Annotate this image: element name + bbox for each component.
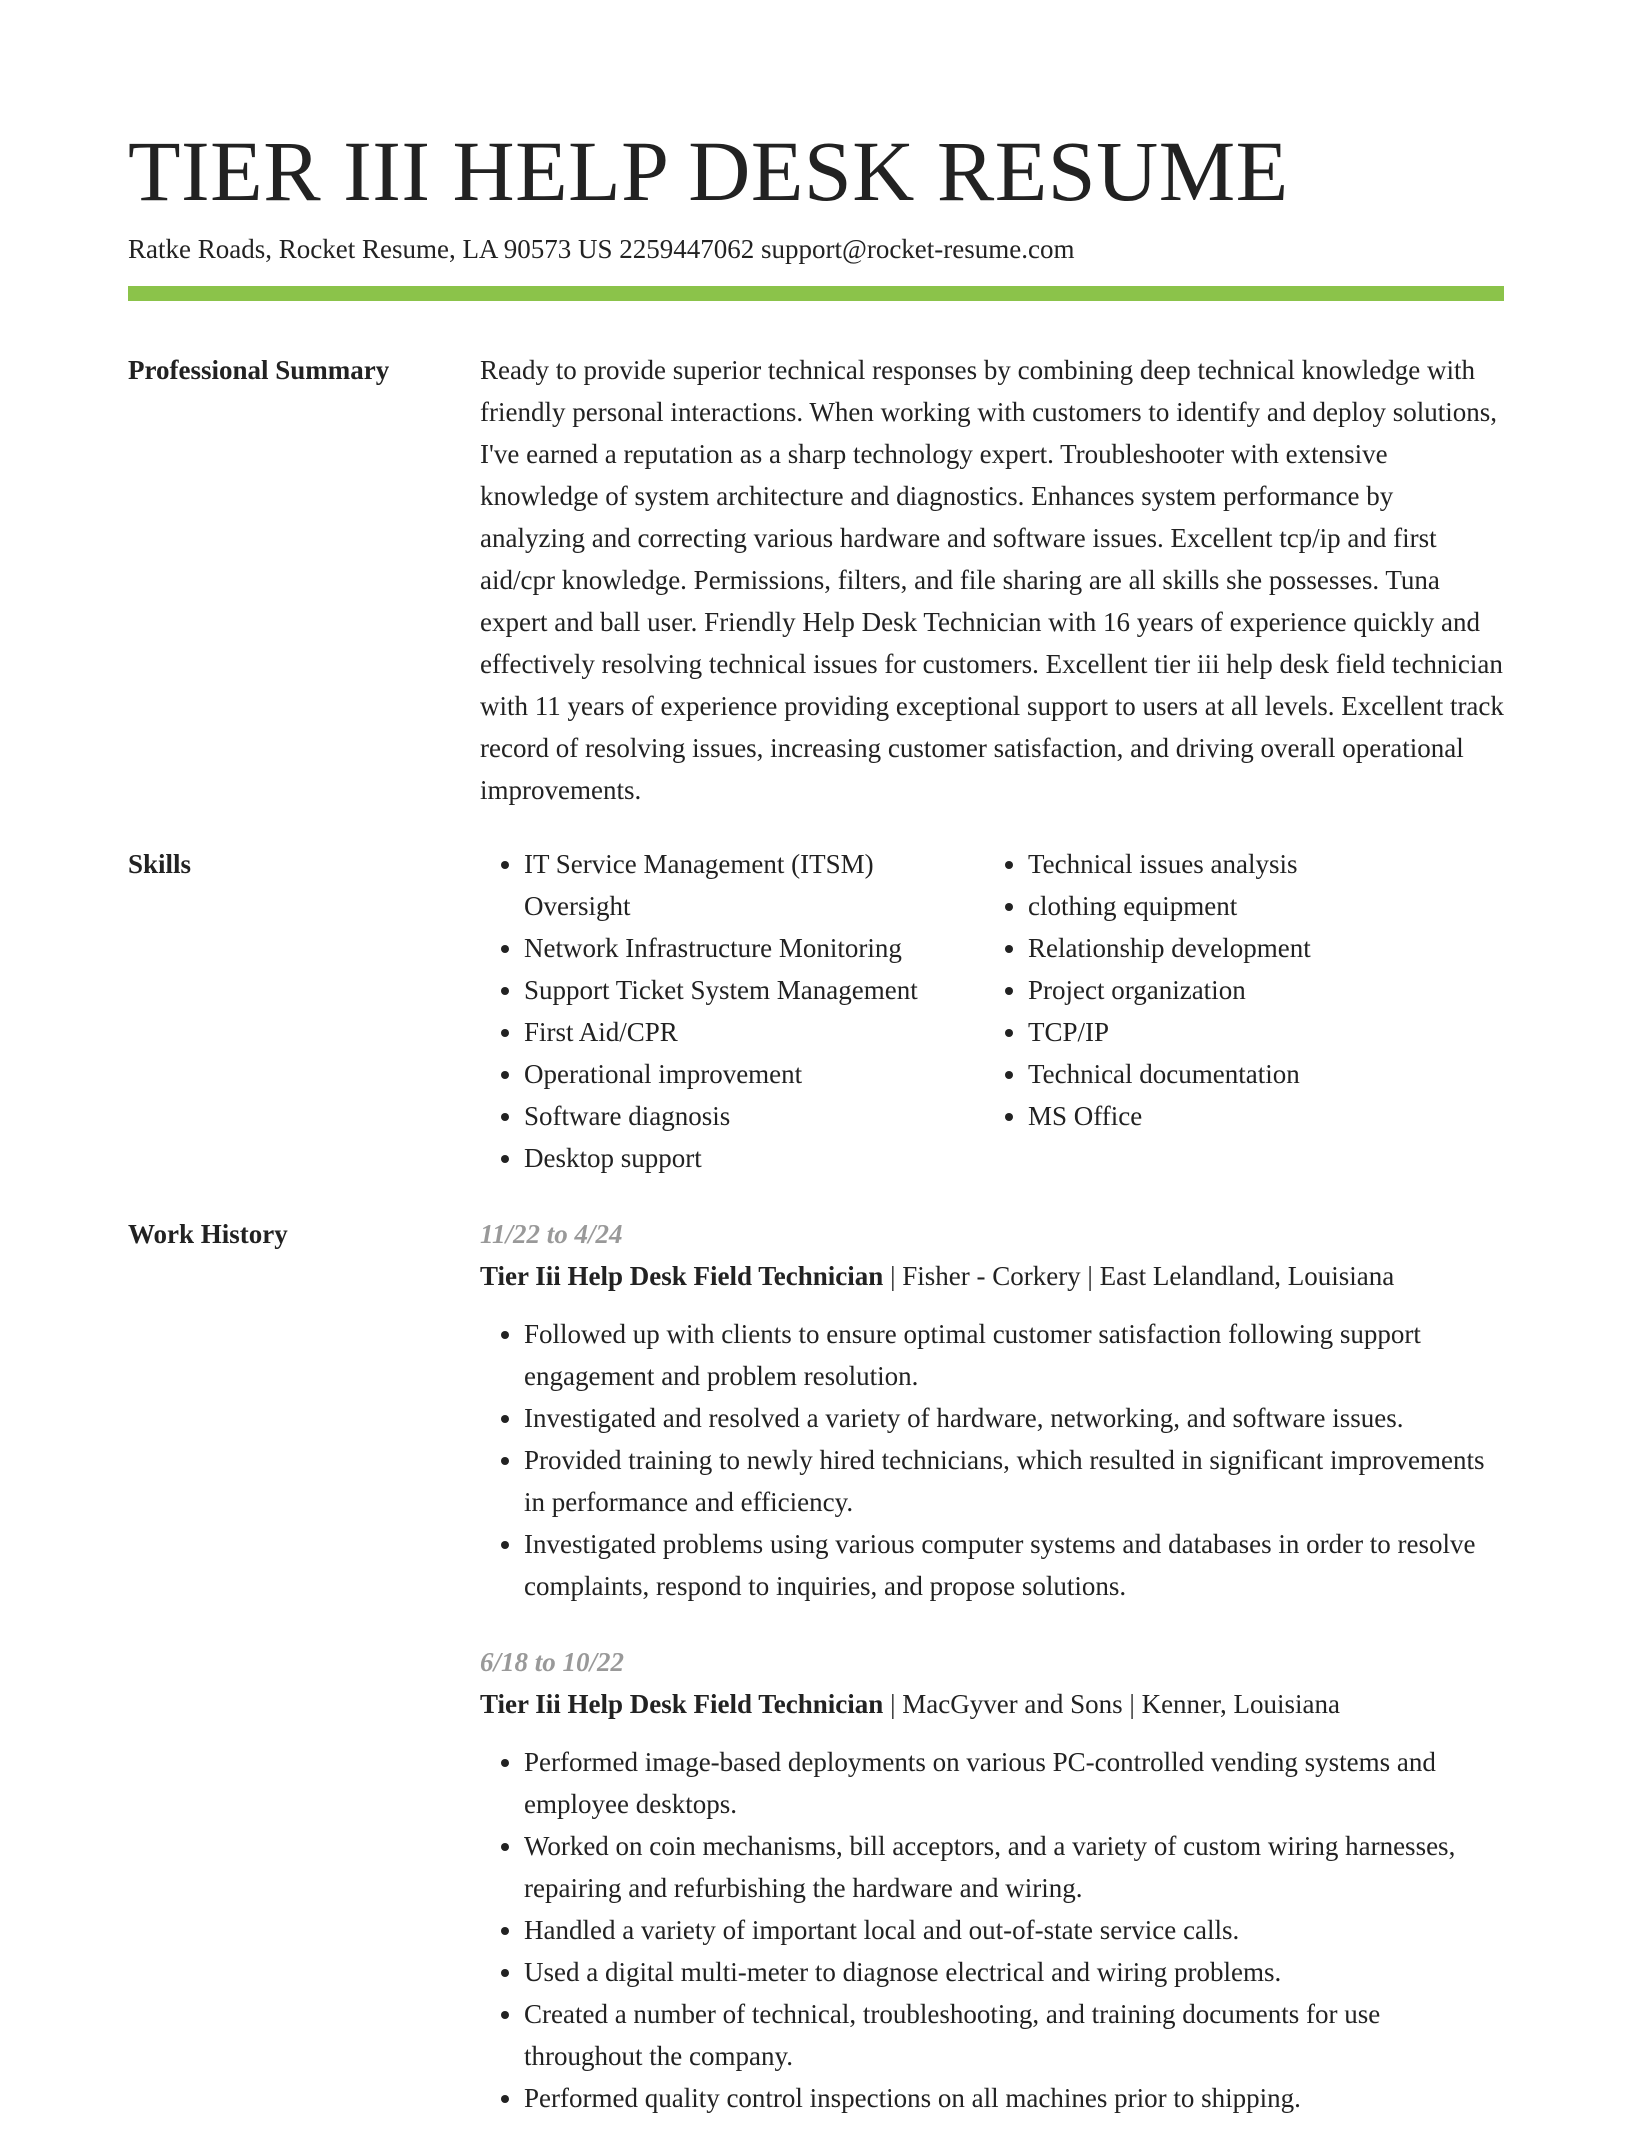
skill-item: • Technical issues analysis	[1028, 843, 1488, 885]
job-title: Tier Iii Help Desk Field Technician	[480, 1689, 884, 1719]
skills-list-right	[984, 843, 1488, 1179]
job-bullet-list	[480, 1741, 1504, 2119]
skill-item: • Support Ticket System Management	[524, 969, 984, 1011]
job-bullet: • Performed image-based deployments on various PC-controlled vending systems and employee desktops.	[524, 1741, 1504, 1825]
header-accent-divider	[128, 286, 1504, 301]
job-bullet: • Investigated problems using various computer systems and databases in order to resolve complaints, respond to inquiries, and propose solutions.	[524, 1523, 1504, 1607]
job-bullet: • Created a number of technical, troubleshooting, and training documents for use throughout the company.	[524, 1993, 1504, 2077]
job-bullet: • Investigated and resolved a variety of hardware, networking, and software issues.	[524, 1397, 1504, 1439]
work-history-label: Work History	[128, 1219, 288, 1249]
skill-item: • TCP/IP	[1028, 1011, 1488, 1053]
job-bullet-list	[480, 1313, 1504, 1607]
work-history-body	[480, 1213, 1504, 2153]
summary-text: Ready to provide superior technical responses by combining deep technical knowledge with friendly personal interactions. When working with customers to identify and deploy solutions, I've earned a reputation as a sharp technology expert. Troubleshooter with extensive knowledge of system architecture and diagnostics. Enhances system performance by analyzing and correcting various hardware and software issues. Excellent tcp/ip and first aid/cpr knowledge. Permissions, filters, and file sharing are all skills she possesses. Tuna expert and ball user. Friendly Help Desk Technician with 16 years of experience quickly and effectively resolving technical issues for customers. Excellent tier iii help desk field technician with 11 years of experience providing exceptional support to users at all levels. Excellent track record of resolving issues, increasing customer satisfaction, and driving overall operational improvements.	[480, 355, 1504, 805]
job-bullet: • Provided training to newly hired technicians, which resulted in significant improvements in performance and efficiency.	[524, 1439, 1504, 1523]
skill-item: • Network Infrastructure Monitoring	[524, 927, 984, 969]
skill-item: • Project organization	[1028, 969, 1488, 1011]
skills-list-left	[480, 843, 984, 1179]
skills-body	[480, 843, 1504, 1179]
job-dates: 6/18 to 10/22	[480, 1647, 625, 1677]
job-bullet: • Worked on coin mechanisms, bill acceptors, and a variety of custom wiring harnesses, repairing and refurbishing the hardware and wiring.	[524, 1825, 1504, 1909]
summary-body	[480, 349, 1504, 811]
job-entry	[480, 1213, 1504, 1607]
job-employer-location: | Fisher - Corkery | East Lelandland, Louisiana	[883, 1261, 1395, 1291]
skill-item: • Technical documentation	[1028, 1053, 1488, 1095]
job-heading	[480, 1683, 1504, 1725]
skills-label: Skills	[128, 849, 192, 879]
skill-item: • Operational improvement	[524, 1053, 984, 1095]
skill-item: • clothing equipment	[1028, 885, 1488, 927]
contact-line: Ratke Roads, Rocket Resume, LA 90573 US 2259447062 support@rocket-resume.com	[128, 234, 1075, 264]
job-title: Tier Iii Help Desk Field Technician	[480, 1261, 884, 1291]
skill-item: • Software diagnosis	[524, 1095, 984, 1137]
skill-item: • Desktop support	[524, 1137, 984, 1179]
job-employer-location: | MacGyver and Sons | Kenner, Louisiana	[883, 1689, 1340, 1719]
job-heading	[480, 1255, 1504, 1297]
summary-label: Professional Summary	[128, 355, 390, 385]
skill-item: • Relationship development	[1028, 927, 1488, 969]
skill-item: • IT Service Management (ITSM) Oversight	[524, 843, 984, 927]
job-bullet: • Performed quality control inspections on all machines prior to shipping.	[524, 2077, 1504, 2119]
job-bullet: • Handled a variety of important local and out-of-state service calls.	[524, 1909, 1504, 1951]
resume-title: TIER III HELP DESK RESUME	[128, 123, 1289, 219]
job-bullet: • Followed up with clients to ensure optimal customer satisfaction following support engagement and problem resolution.	[524, 1313, 1504, 1397]
skill-item: • MS Office	[1028, 1095, 1488, 1137]
job-dates: 11/22 to 4/24	[480, 1219, 623, 1249]
job-bullet: • Used a digital multi-meter to diagnose electrical and wiring problems.	[524, 1951, 1504, 1993]
skill-item: • First Aid/CPR	[524, 1011, 984, 1053]
job-entry	[480, 1641, 1504, 2119]
